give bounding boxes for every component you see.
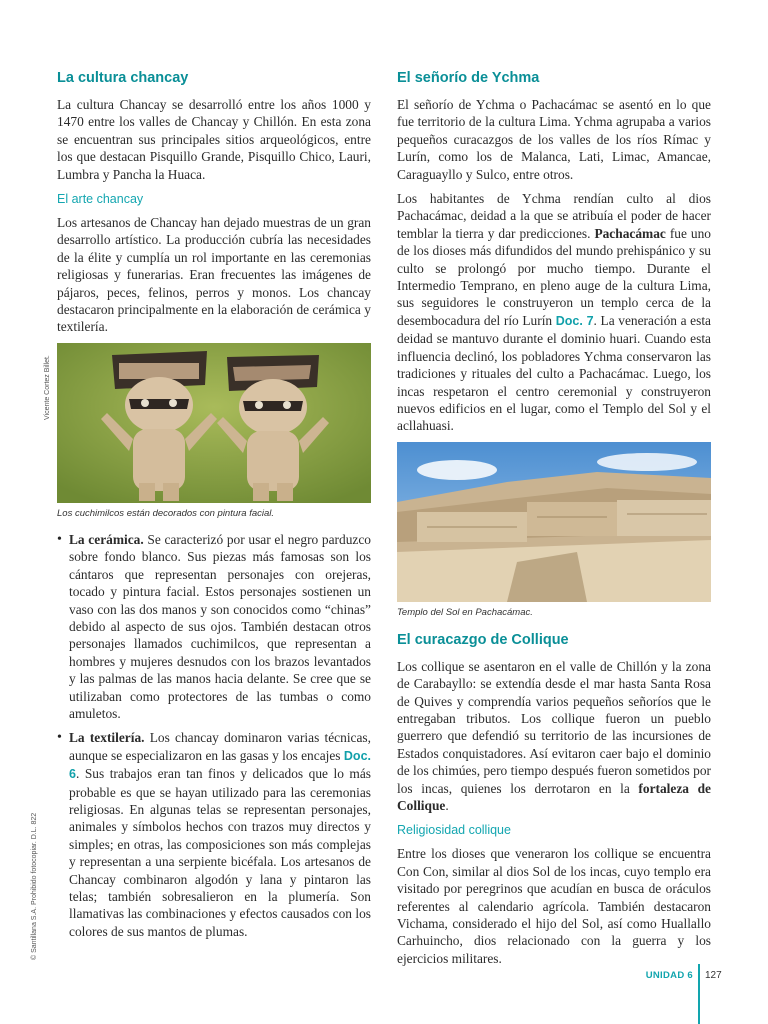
ychma-text-b: fue uno de los dioses más difundidos del mundo prehispánico y su culto se prolongó por mucho tiempo. Durante el Intermedio Temprano, en pleno auge de la cultura Lima, sus seguidores le construyeron un templo cerca de la desembocadura del río Lurín	[397, 225, 711, 328]
textileria-text-1: Los chancay dominaron varias técnicas, aunque se especializaron en las gasas y los encajes	[69, 730, 371, 763]
paragraph-ychma-2	[397, 190, 711, 435]
paragraph-religiosidad: Entre los dioses que veneraron los collique se encuentra Con Con, similar al dios Sol de los incas, cuyo templo era visitado por peregrinos que acudían en busca de oráculos referentes al calendario agrícola. También destacaron Vichama, considerado el hijo del Sol, así como Huallallo Carhuincho, dios relacionado con la guerra y los ejercicios militares.	[397, 846, 711, 966]
ychma-text-a: Los habitantes de Ychma rendían culto al dios Pachacámac, deidad a la que se atribuía el poder de hacer temblar la tierra y dar predicciones.	[397, 191, 711, 241]
ceramica-text: Se caracterizó por usar el negro parduzco sobre fondo blanco. Sus piezas más famosas son los cántaros que representan personajes con orejeras, tocado y pintura facial. Estos personajes sostienen un vaso con las dos manos y son conocidos como “chinas” debido al aspecto de sus ojos. También destacan otros personajes llamados cuchimilcos, que representan a hombres y mujeres desnudos con los brazos levantados y las palmas de las manos hacia delante. Se cree que se utilizaban como protectores de las tumbas o como amuletos.	[69, 531, 371, 721]
textileria-label: La textilería.	[69, 730, 145, 746]
left-column	[57, 62, 371, 947]
paragraph-ychma-1: El señorío de Ychma o Pachacámac se asentó en lo que fue territorio de la cultura Lima. Ychma agrupaba a varios pequeños curacazgos de los valles de los ríos Rímac y Lurín, como los de Malanca, Lati, Limac, Amancae, Caraguayllo y Sulco, entre otros.	[397, 97, 711, 182]
collique-text-a: Los collique se asentaron en el valle de Chillón y la zona de Carabayllo: se extendía desde el mar hasta Santa Rosa de Quives y comprendía varios pequeños señoríos que le entregaban tributos. Los collique fueron un pueblo guerrero que defendió su territorio de las incursiones de Estados conquistadores. Así evitaron caer bajo el dominio de los chimúes, pero tiempo después fueron sometidos por los incas, quienes los derrotaron en la	[397, 658, 711, 796]
templo-caption: Templo del Sol en Pachacámac.	[397, 606, 533, 618]
right-column	[397, 62, 711, 974]
fortaleza-collique-bold: fortaleza de Collique	[397, 780, 711, 813]
list-item-textileria	[57, 729, 371, 940]
chancay-art-list	[57, 531, 371, 940]
cuchimilcos-caption: Los cuchimilcos están decorados con pintura facial.	[57, 507, 275, 519]
doc-6-reference[interactable]: Doc. 6	[69, 748, 371, 782]
ceramica-label: La cerámica.	[69, 531, 144, 547]
collique-text-end: .	[445, 797, 449, 813]
page-footer	[638, 964, 768, 1024]
heading-senorio-ychma: El señorío de Ychma	[397, 70, 540, 86]
pachacamac-bold: Pachacámac	[594, 225, 666, 241]
photo-credit: Vicente Cortez Billet.	[44, 355, 51, 420]
subheading-arte-chancay: El arte chancay	[57, 192, 144, 207]
paragraph-cultura-chancay: La cultura Chancay se desarrolló entre los años 1000 y 1470 entre los valles de Chancay y Chillón. En esta zona se encuentran sus principales sitios arqueológicos, entre los que destacan Pisquillo Grande, Pisquillo Chico, Lauri, Lumbra y Pancha la Huaca.	[57, 97, 371, 182]
paragraph-collique	[397, 658, 711, 815]
subheading-religiosidad-collique: Religiosidad collique	[397, 823, 511, 838]
cuchimilcos-photo	[57, 343, 371, 503]
templo-del-sol-photo	[397, 442, 711, 602]
heading-curacazgo-collique: El curacazgo de Collique	[397, 631, 569, 648]
list-item-ceramica	[57, 531, 371, 722]
ychma-text-c: . La veneración a esta deidad se mantuvo durante el dominio huari. Cuando esta influencia declinó, los pobladores Ychma conservaron las tradiciones y rituales del culto a Pachacámac. Luego, los incas respetaron el centro ceremonial y construyeron nuevos edificios en el lugar, como el Templo del Sol y el acllahuasi.	[397, 312, 711, 434]
heading-cultura-chancay: La cultura chancay	[57, 70, 189, 86]
paragraph-arte-chancay: Los artesanos de Chancay han dejado muestras de un gran desarrollo artístico. La producción cubría las necesidades de la élite y cumplía un rol importante en las ceremonias religiosas y funerarias. Eran frecuentes las imágenes de pájaros, peces, felinos, perros y monos. Los chancay destacaron principalmente en la elaboración de cerámica y textilería.	[57, 215, 371, 335]
page-number: 127	[705, 970, 722, 981]
doc-7-reference[interactable]: Doc. 7	[555, 313, 594, 328]
textileria-text-2: . Sus trabajos eran tan finos y delicados que lo más probable es que se hayan utilizado para las ceremonias religiosas. En algunas telas se representan personajes, animales y símbolos hechos con trazos muy directos y simples; en otras, las composiciones son más complejas y representan a una serpiente bicéfala. Los artesanos de Chancay combinaron algodón y lana y pintaron las telas; también sobresalieron en la plumería. Son llamativas las combinaciones y efectos causados con los colores de sus mantos de plumas.	[69, 766, 371, 939]
footer-divider	[698, 964, 700, 1024]
copyright-notice: © Santillana S.A. Prohibido fotocopiar. D.L. 822	[31, 812, 38, 960]
unit-label: UNIDAD 6	[645, 970, 693, 981]
